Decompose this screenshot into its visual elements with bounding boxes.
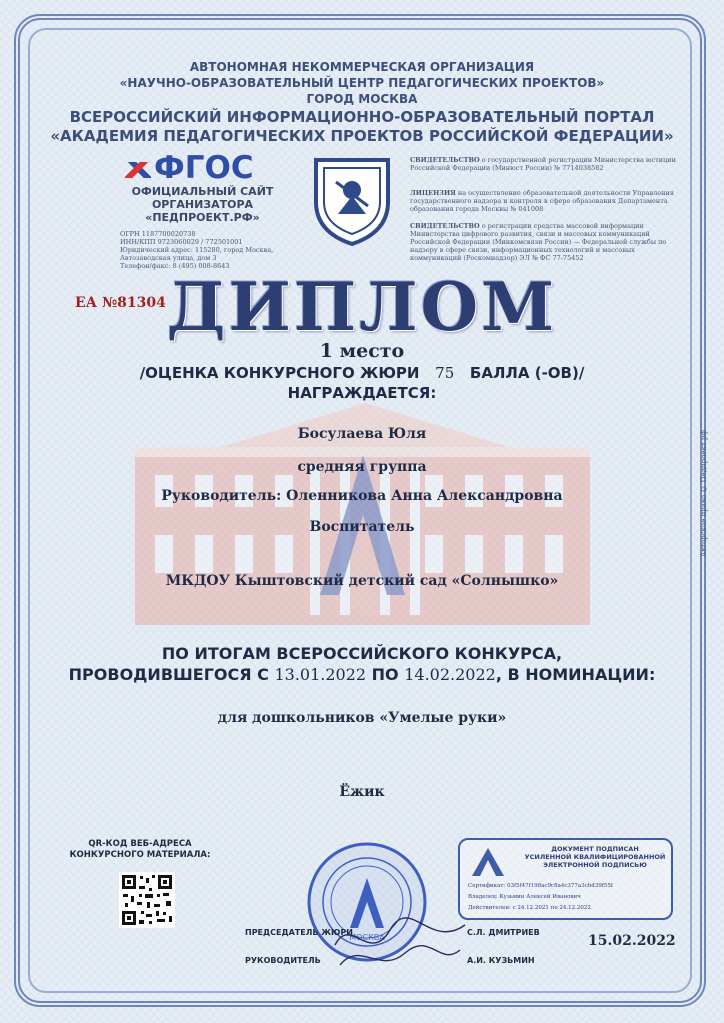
chairman-label: ПРЕДСЕДАТЕЛЬ ЖЮРИ: [245, 928, 353, 937]
esign-title: [520, 845, 670, 869]
license-label: ЛИЦЕНЗИЯ: [410, 189, 456, 197]
media-text: о регистрации средства массовой информации Министерства цифрового развития, связи и массовых коммуникаций Российской Федерации (Минкомсвязи России) — Федеральной службы по надзору в сфере связи, информационных технологий и массовых коммуникаций (Роскомнадзор) ЭЛ № ФС 77-75452: [410, 222, 667, 262]
license-info: [410, 189, 680, 213]
fgos-chevron-icon: [125, 162, 151, 178]
org-details: [120, 230, 300, 270]
place: 1 место: [319, 340, 405, 362]
logo-line-3: «ПЕДПРОЕКТ.РФ»: [145, 211, 260, 224]
esign-owner: Владелец: Кузьмин Алексей Иванович: [468, 894, 581, 900]
head-name: А.И. КУЗЬМИН: [467, 956, 535, 965]
signature-logo-icon: [468, 846, 508, 880]
recipient-position: Воспитатель: [309, 519, 415, 535]
fgos-logo: [125, 150, 254, 186]
contest-date-to: 14.02.2022: [404, 665, 496, 684]
copyright-vertical: Авторское право © Педпроект.рф: [700, 430, 708, 558]
contest-prefix: ПРОВОДИВШЕГОСЯ С: [68, 665, 269, 684]
contest-date-from: 13.01.2022: [274, 665, 367, 684]
seal-city: МОСКВА: [349, 933, 385, 942]
media-label: СВИДЕТЕЛЬСТВО: [410, 222, 480, 230]
org-detail-line: Автозаводская улица, дом 3: [120, 254, 217, 262]
recipient-supervisor: Руководитель: Оленникова Анна Александровна: [161, 488, 563, 504]
esign-cert: Сертификат: 03f5f47f198ac9c8a4c377a3cbd39f55f: [468, 883, 613, 889]
esign-title-line-1: ДОКУМЕНТ ПОДПИСАН: [551, 845, 639, 853]
org-detail-line: ОГРН 1187700020738: [120, 230, 196, 238]
jury-score-line: [0, 364, 724, 382]
header-line-4: ВСЕРОССИЙСКИЙ ИНФОРМАЦИОННО-ОБРАЗОВАТЕЛЬНЫЙ ПОРТАЛ: [69, 108, 655, 126]
jury-prefix: /ОЦЕНКА КОНКУРСНОГО ЖЮРИ: [139, 364, 420, 382]
esign-title-line-3: ЭЛЕКТРОННОЙ ПОДПИСЬЮ: [543, 861, 647, 869]
jury-score: 75: [435, 364, 455, 382]
org-detail-line: ИНН/КПП 9723060029 / 772501001: [120, 238, 243, 246]
moscow-emblem-icon: [306, 152, 398, 248]
esign-title-line-2: УСИЛЕННОЙ КВАЛИФИЦИРОВАННОЙ: [524, 853, 666, 861]
recipient-group: средняя группа: [297, 459, 427, 475]
jury-suffix: БАЛЛА (-ОВ)/: [469, 364, 585, 382]
registration-cert: [410, 156, 680, 172]
qr-label-line-1: QR-КОД ВЕБ-АДРЕСА: [88, 839, 192, 849]
issue-date: 15.02.2022: [588, 933, 676, 949]
recipient-name: Босулаева Юля: [297, 426, 427, 442]
media-registration: [410, 222, 680, 262]
logo-line-2: ОРГАНИЗАТОРА: [151, 198, 254, 211]
handwritten-signatures: [330, 905, 470, 975]
header-line-2: «НАУЧНО-ОБРАЗОВАТЕЛЬНЫЙ ЦЕНТР ПЕДАГОГИЧЕСКИХ ПРОЕКТОВ»: [119, 76, 605, 90]
contest-line-2: [0, 665, 724, 684]
contest-mid: ПО: [371, 665, 399, 684]
awarded-label: НАГРАЖДАЕТСЯ:: [287, 384, 437, 402]
qr-label: [60, 839, 220, 861]
esign-valid: Действителен: с 24.12.2021 по 24.12.2022: [468, 905, 591, 911]
recipient-institution: МКДОУ Кыштовский детский сад «Солнышко»: [165, 573, 559, 589]
diploma-number: ЕА №81304: [75, 295, 166, 311]
qr-code-icon[interactable]: [119, 872, 175, 928]
contest-line-1: ПО ИТОГАМ ВСЕРОССИЙСКОГО КОНКУРСА,: [161, 644, 563, 663]
chairman-name: С.Л. ДМИТРИЕВ: [467, 928, 540, 937]
org-detail-line: Юридический адрес: 115280, город Москва,: [120, 246, 274, 254]
qr-label-line-2: КОНКУРСНОГО МАТЕРИАЛА:: [69, 850, 211, 860]
header-line-1: АВТОНОМНАЯ НЕКОММЕРЧЕСКАЯ ОРГАНИЗАЦИЯ: [189, 60, 535, 74]
diploma-title: ДИПЛОМ: [166, 268, 558, 346]
header-line-3: ГОРОД МОСКВА: [306, 92, 418, 106]
registration-cert-text: о государственной регистрации Министерства юстиции Российской Федерации (Минюст России) № 7714038582: [410, 156, 676, 172]
registration-cert-label: СВИДЕТЕЛЬСТВО: [410, 156, 480, 164]
work-title: Ёжик: [339, 784, 385, 800]
contest-suffix: , В НОМИНАЦИИ:: [495, 665, 656, 684]
logo-line-1: ОФИЦИАЛЬНЫЙ САЙТ: [131, 185, 274, 198]
nomination: для дошкольников «Умелые руки»: [217, 710, 507, 726]
head-label: РУКОВОДИТЕЛЬ: [245, 956, 321, 965]
fgos-logo-text: ФГОС: [154, 150, 254, 186]
org-detail-line: Телефон/факс: 8 (495) 008-8643: [120, 262, 230, 270]
license-text: на осуществление образовательной деятельности Управления государственного надзора и контроля в сфере образования Департамента образования города Москвы № 041008: [410, 189, 674, 213]
header-line-5: «АКАДЕМИЯ ПЕДАГОГИЧЕСКИХ ПРОЕКТОВ РОССИЙСКОЙ ФЕДЕРАЦИИ»: [50, 127, 674, 145]
